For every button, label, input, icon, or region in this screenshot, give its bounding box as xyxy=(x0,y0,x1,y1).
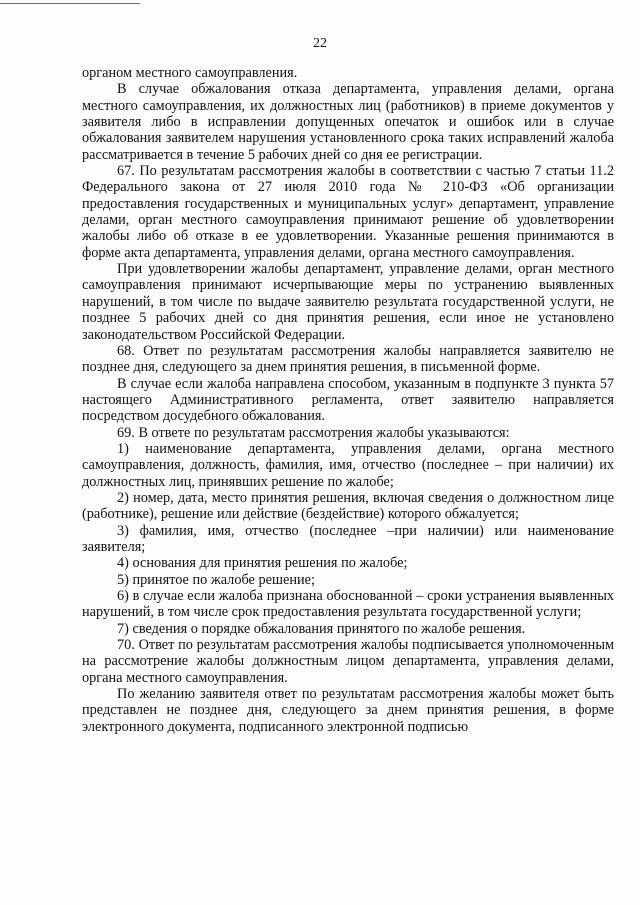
list-item: 2) номер, дата, место принятия решения, включая сведения о должностном лице (работнике), решение или действие (бездействие) которого обжалуется; xyxy=(82,489,614,523)
list-item: 4) основания для принятия решения по жалобе; xyxy=(117,555,408,572)
document-body xyxy=(82,65,614,735)
paragraph: 67. По результатам рассмотрения жалобы в соответствии с частью 7 статьи 11.2 Федерального закона от 27 июля 2010 года № 210-ФЗ «Об организации предоставления государственных и муниципальных услуг» департамент, управление делами, орган местного самоуправления принимают решение об удовлетворении жалобы либо об отказе в ее удовлетворении. Указанные решения принимаются в форме акта департамента, управления делами, органа местного самоуправления. xyxy=(82,163,614,261)
list-item: 7) сведения о порядке обжалования принятого по жалобе решения. xyxy=(117,620,526,637)
list-item: 3) фамилия, имя, отчество (последнее –при наличии) или наименование заявителя; xyxy=(82,522,614,555)
paragraph: 70. Ответ по результатам рассмотрения жалобы подписывается уполномоченным на рассмотрение жалобы должностным лицом департамента, управления делами, органа местного самоуправления. xyxy=(82,637,614,686)
paragraph: органом местного самоуправления. xyxy=(82,65,298,81)
list-item: 5) принятое по жалобе решение; xyxy=(117,571,315,588)
scan-artifact-line xyxy=(0,3,140,4)
list-item: 6) в случае если жалоба признана обоснованной – сроки устранения выявленных нарушений, в том числе срок предоставления результата государственной услуги; xyxy=(82,588,614,621)
paragraph: 69. В ответе по результатам рассмотрения жалобы указываются: xyxy=(117,424,510,441)
paragraph: В случае обжалования отказа департамента, управления делами, органа местного самоуправления, их должностных лиц (работников) в приеме документов у заявителя либо в исправлении допущенных опечаток и ошибок или в случае обжалования заявителем нарушения установленного срока таких исправлений жалоба рассматривается в течение 5 рабочих дней со дня ее регистрации. xyxy=(82,81,614,163)
page-number: 22 xyxy=(313,36,327,51)
paragraph: При удовлетворении жалобы департамент, управление делами, орган местного самоуправления принимают исчерпывающие меры по устранению выявленных нарушений, в том числе по выдаче заявителю результата государственной услуги, не позднее 5 рабочих дней со дня принятия решения, если иное не установлено законодательством Российской Федерации. xyxy=(82,261,614,343)
paragraph: 68. Ответ по результатам рассмотрения жалобы направляется заявителю не позднее дня, следующего за днем принятия решения, в письменной форме. xyxy=(82,342,614,376)
paragraph: В случае если жалоба направлена способом, указанным в подпункте 3 пункта 57 настоящего Административного регламента, ответ заявителю направляется посредством досудебного обжалования. xyxy=(82,375,614,425)
list-item: 1) наименование департамента, управления делами, органа местного самоуправления, должность, фамилия, имя, отчество (последнее – при наличии) их должностных лиц, принявших решение по жалобе; xyxy=(82,440,614,490)
paragraph: По желанию заявителя ответ по результатам рассмотрения жалобы может быть представлен не позднее дня, следующего за днем принятия решения, в форме электронного документа, подписанного электронной подписью xyxy=(82,686,614,735)
